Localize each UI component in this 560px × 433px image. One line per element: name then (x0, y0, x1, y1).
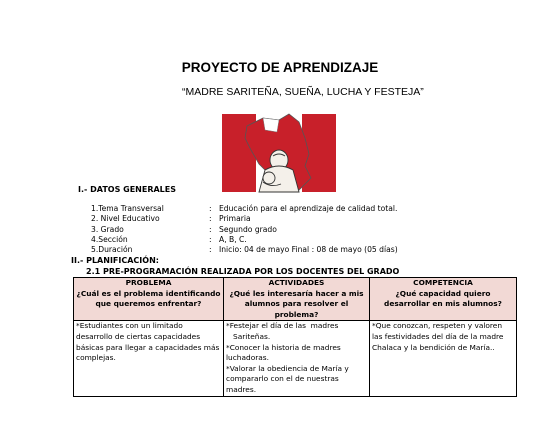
section-datos-generales: I.- DATOS GENERALES (78, 185, 177, 194)
cell-problema: *Estudiantes con un limitado desarrollo de ciertas capacidades básicas para llegar a capacidades más complejas. (74, 321, 224, 396)
document-title: PROYECTO DE APRENDIZAJE (181, 60, 379, 75)
row-value: Educación para el aprendizaje de calidad total. (219, 204, 398, 213)
row-label: 5.Duración (91, 245, 133, 254)
header-question: ¿Cuál es el problema identificando que queremos enfrentar? (76, 288, 221, 309)
header-title: ACTIVIDADES (268, 278, 325, 287)
activity-line: *Conocer la historia de madres luchadoras. (226, 342, 341, 363)
row-colon: : (209, 245, 212, 254)
subsection-preprogramacion: 2.1 PRE-PROGRAMACIÓN REALIZADA POR LOS DOCENTES DEL GRADO (86, 267, 400, 276)
row-colon: : (209, 214, 212, 223)
table-row (74, 321, 517, 396)
column-header-competencia (370, 278, 517, 321)
cell-actividades (224, 321, 370, 396)
project-subtitle: “MADRE SARITEÑA, SUEÑA, LUCHA Y FESTEJA” (182, 86, 424, 98)
column-header-actividades (224, 278, 370, 321)
row-label: 1.Tema Transversal (91, 204, 164, 213)
row-value: A, B, C. (219, 235, 247, 244)
section-planificacion: II.- PLANIFICACIÓN: (71, 256, 159, 265)
activity-line: *Valorar la obediencia de María y compararlo con el de nuestras madres. (226, 363, 349, 394)
activity-line: Sariteñas. (226, 331, 271, 341)
preprogramacion-table (73, 277, 517, 397)
peru-map-emblem (219, 108, 339, 196)
cell-competencia: *Que conozcan, respeten y valoren las festividades del día de la madre Chalaca y la bendición de María.. (370, 321, 517, 396)
row-value: Inicio: 04 de mayo Final : 08 de mayo (05 días) (219, 245, 398, 254)
header-title: COMPETENCIA (413, 278, 473, 287)
row-colon: : (209, 225, 212, 234)
row-value: Primaria (219, 214, 251, 223)
row-colon: : (209, 235, 212, 244)
row-label: 4.Sección (91, 235, 128, 244)
row-colon: : (209, 204, 212, 213)
table-header-row (74, 278, 517, 321)
column-header-problema (74, 278, 224, 321)
row-label: 2. Nivel Educativo (91, 214, 160, 223)
header-question: ¿Qué capacidad quiero desarrollar en mis alumnos? (384, 288, 502, 309)
row-value: Segundo grado (219, 225, 277, 234)
header-question: ¿Qué les interesaría hacer a mis alumnos para resolver el problema? (229, 288, 364, 319)
activity-line: *Festejar el día de las madres (226, 321, 339, 331)
row-label: 3. Grado (91, 225, 124, 234)
header-title: PROBLEMA (125, 278, 172, 287)
